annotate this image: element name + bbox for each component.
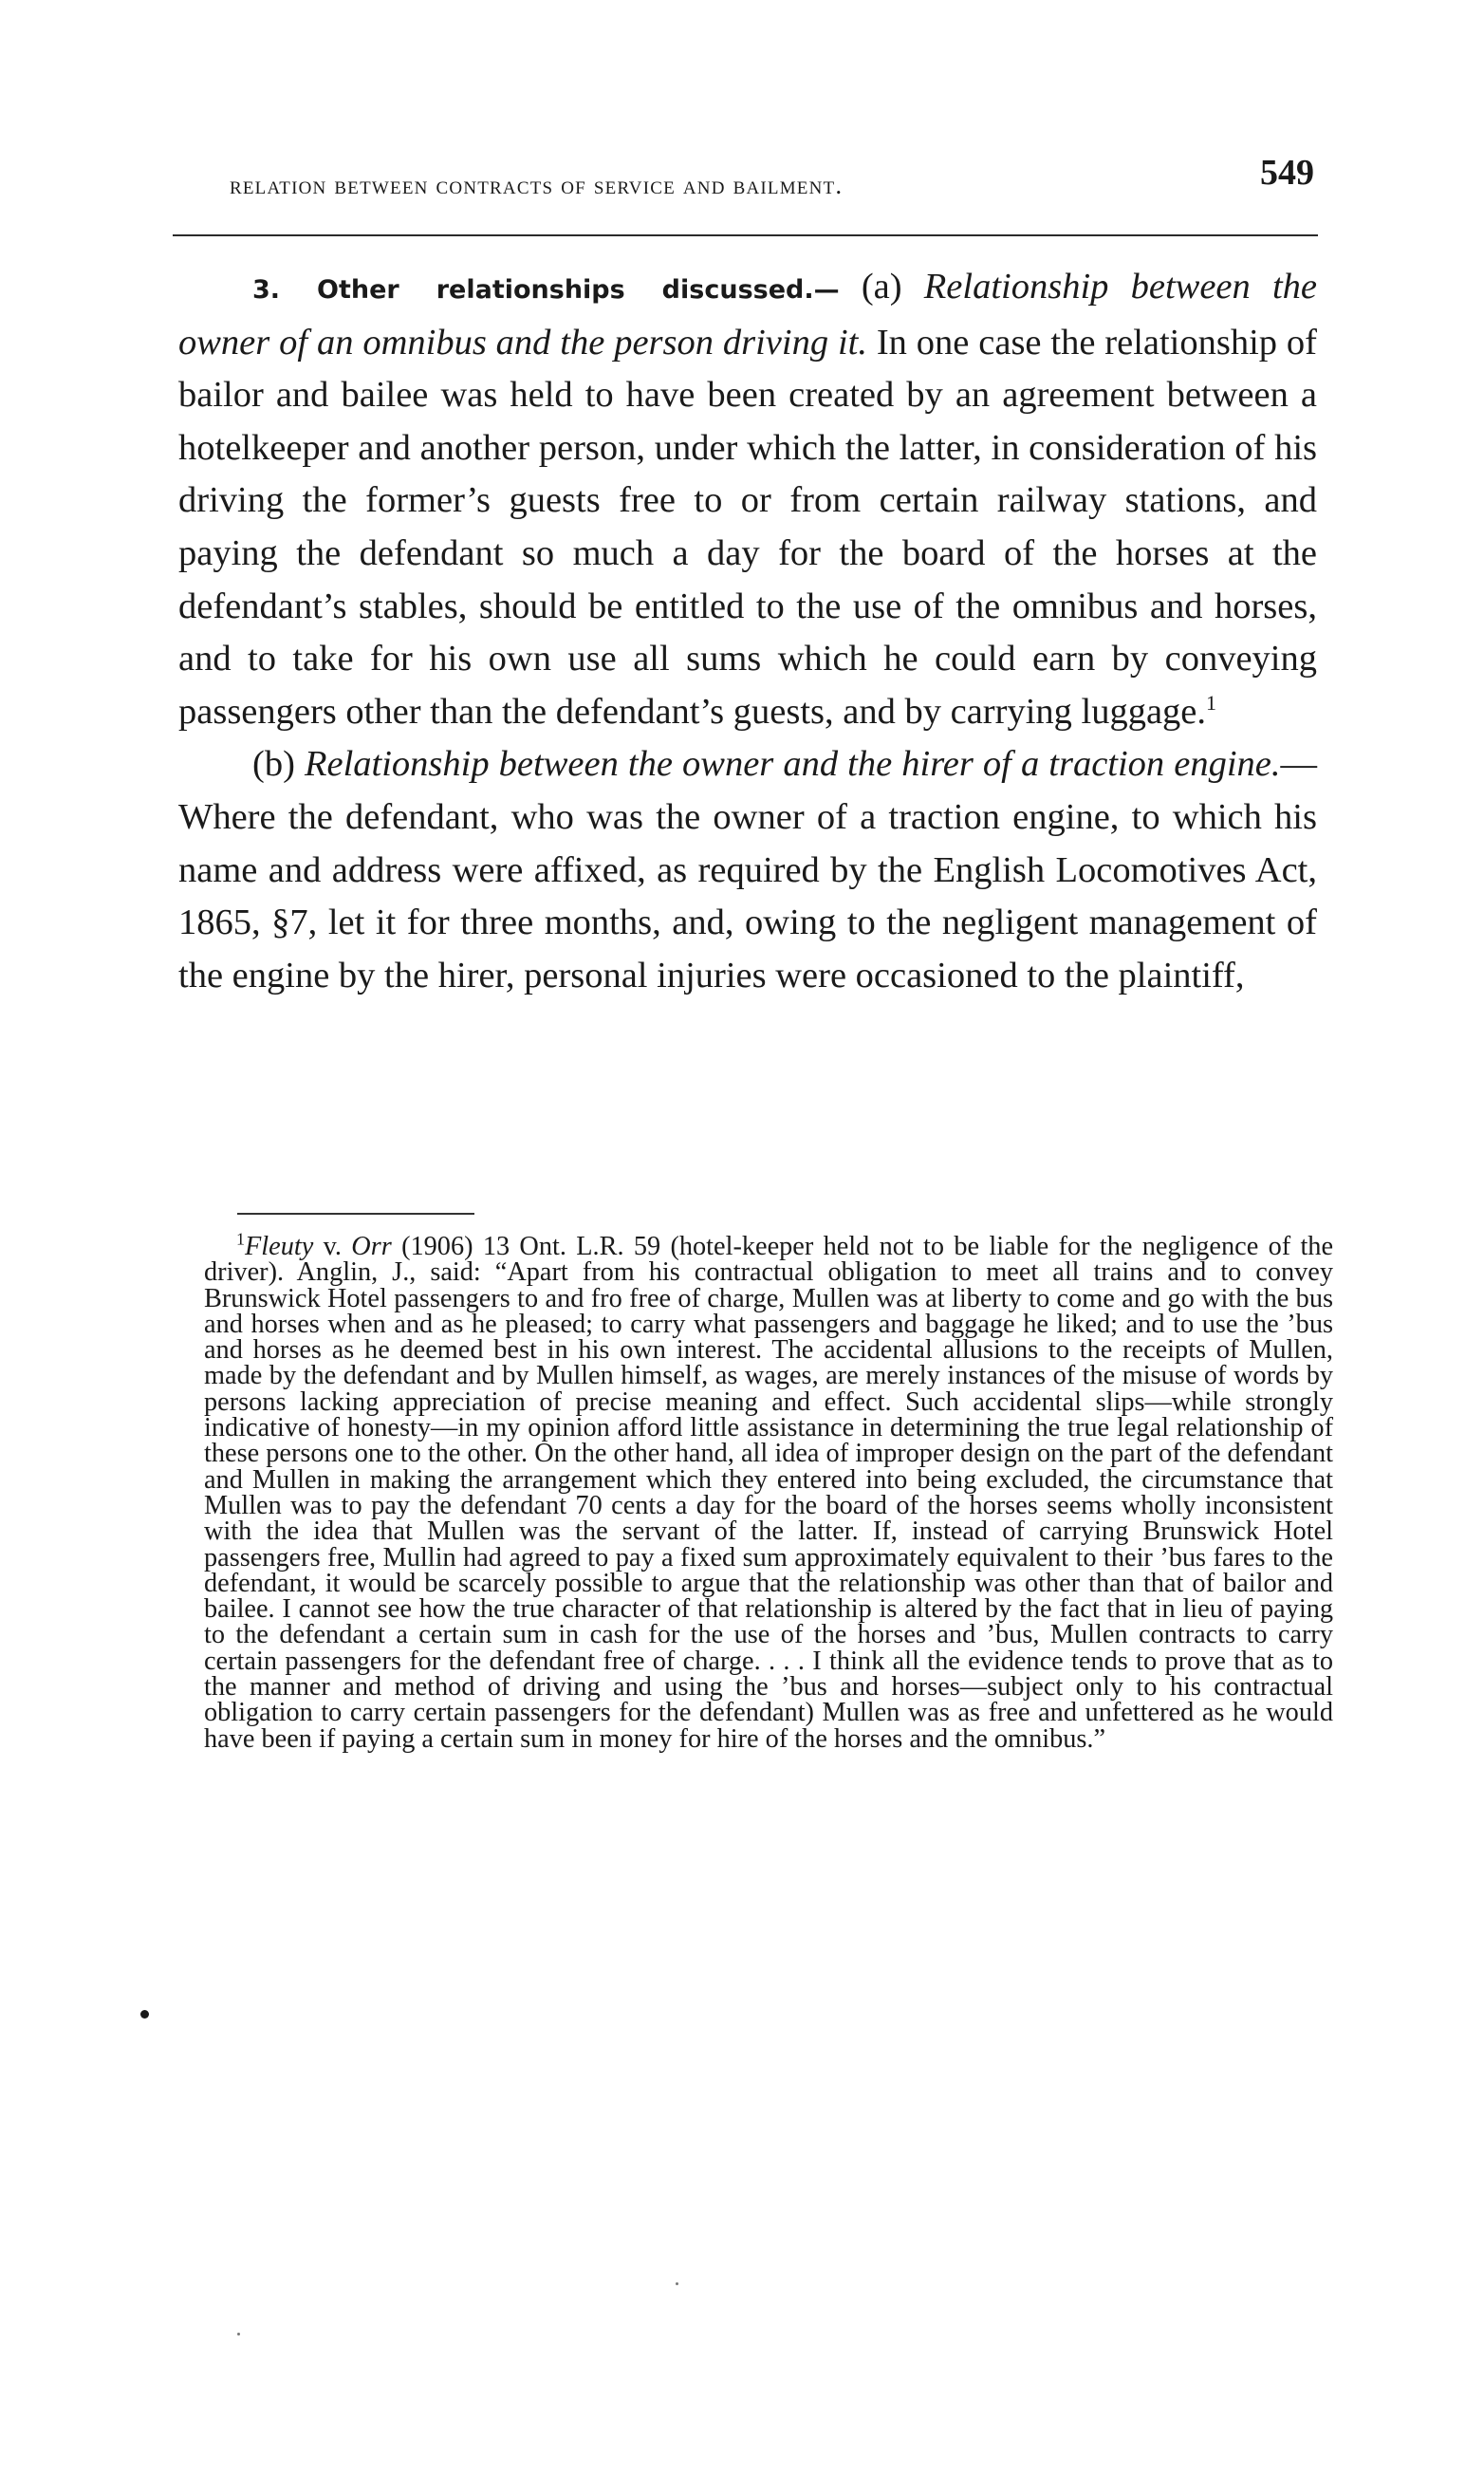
footnote-mark: 1	[236, 1229, 245, 1249]
paragraph-2-text: —Where the defendant, who was the owner of a traction engine, to which his name and address were affixed, as required by the English Locomotives Act, 1865, §7, let it for three months, and, owing to the negligent management of the engine by the hirer, personal injuries were occasioned to the plaintiff,	[178, 744, 1317, 996]
footnote	[204, 1229, 1334, 1754]
page-number: 549	[1260, 153, 1314, 193]
section-heading: 3. Other relationships discussed.—	[252, 275, 840, 305]
main-text	[178, 261, 1317, 1002]
paragraph-1-label: (a)	[861, 267, 902, 307]
footnote-case-a: Fleuty	[245, 1232, 314, 1261]
running-title: relation between contracts of service and bailment.	[230, 171, 844, 199]
paragraph-1-italic-title: Relationship between the owner of an omnibus and the person driving it.	[178, 267, 1318, 363]
paragraph-1	[178, 261, 1317, 738]
footnote-text: (1906) 13 Ont. L.R. 59 (hotel-keeper held not to be liable for the negligence of the driver). Anglin, J., said: “Apart from his contractual obligation to meet all trains and to convey Brunswick Hotel passengers to and fro free of charge, Mullen was at liberty to come and go with the bus and horses when and as he pleased; to carry what passengers and baggage he liked; and to use the ’bus and horses as he deemed best in his own interest. The accidental allusions to the receipts of Mullen, made by the defendant and by Mullen himself, as wages, are merely instances of the misuse of words by persons lacking appreciation of precise meaning and effect. Such accidental slips—while strongly indicative of honesty—in my opinion afford little assistance in determining the true legal relationship of these persons one to the other. On the other hand, all idea of improper design on the part of the defendant and Mullen in making the arrangement which they entered into being excluded, the circumstance that Mullen was to pay the defendant 70 cents a day for the board of the horses seems wholly inconsistent with the idea that Mullen was the servant of the latter. If, instead of carrying Brunswick Hotel passengers free, Mullin had agreed to pay a fixed sum approximately equivalent to their ’bus fares to the defendant, it would be scarcely possible to argue that the relationship was other than that of bailor and bailee. I cannot see how the true character of that relationship is altered by the fact that in lieu of paying to the defendant a certain sum in cash for the use of the horses and ’bus, Mullen contracts to carry certain passengers for the defendant free of charge. . . . I think all the evidence tends to prove that as to the manner and method of driving and using the ’bus and horses—subject only to his contractual obligation to carry certain passengers for the defendant) Mullen was as free and unfettered as he would have been if paying a certain sum in money for hire of the horses and the omnibus.”	[204, 1232, 1334, 1754]
paragraph-1-text: In one case the relationship of bailor and bailee was held to have been created by an agreement between a hotelkeeper and another person, under which the latter, in consideration of his driving the former’s guests free to or from certain railway stations, and paying the defendant so much a day for the board of the horses at the defendant’s stables, should be entitled to the use of the omnibus and horses, and to take for his own use all sums which he could earn by conveying passengers other than the defendant’s guests, and by carrying luggage.	[178, 322, 1318, 732]
speck	[676, 2282, 678, 2285]
footnote-versus: v.	[323, 1232, 342, 1261]
margin-dot	[140, 2010, 149, 2019]
paragraph-2-italic-title: Relationship between the owner and the hirer of a traction engine.	[304, 744, 1281, 785]
header-rule	[173, 234, 1318, 236]
footnote-reference: 1	[1206, 690, 1217, 715]
footnote-rule	[237, 1213, 474, 1215]
paragraph-2	[178, 738, 1317, 1002]
footnote-paragraph	[204, 1229, 1334, 1754]
running-head	[180, 142, 1314, 199]
speck	[237, 2333, 240, 2335]
footnote-case-b: Orr	[351, 1232, 392, 1261]
paragraph-2-label: (b)	[252, 744, 295, 785]
